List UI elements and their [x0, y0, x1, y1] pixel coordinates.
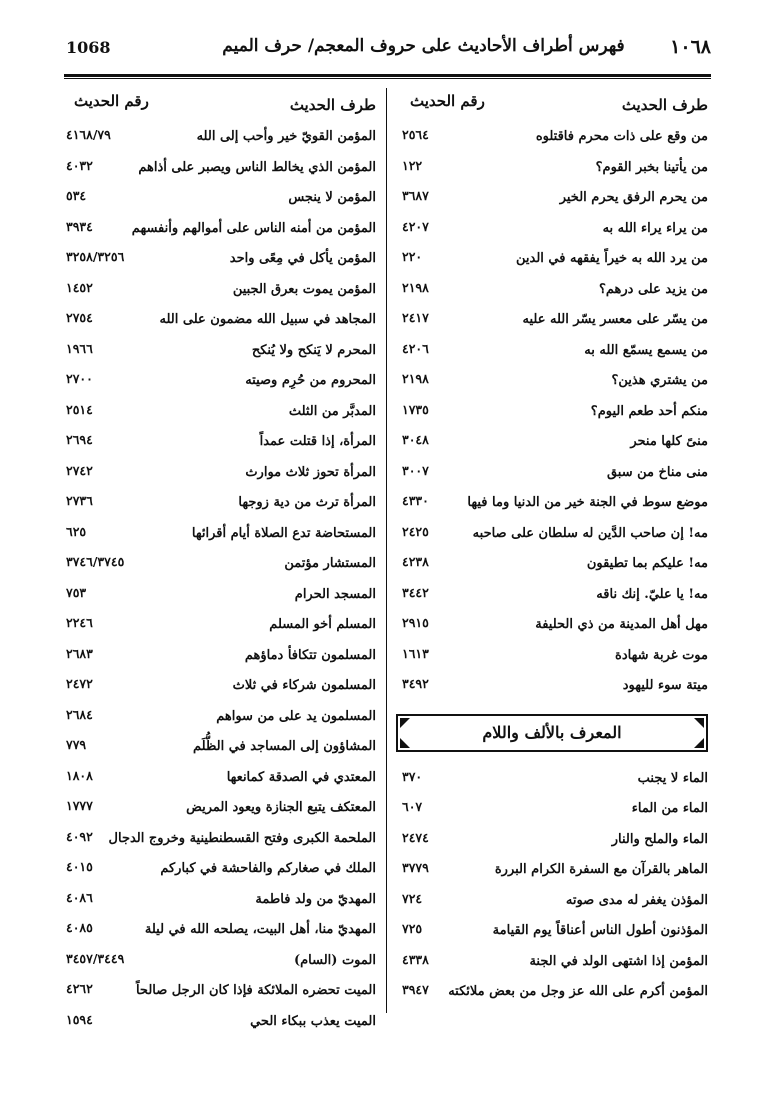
hadith-term: المؤمن يموت بعرق الجبين — [232, 281, 376, 297]
index-entry — [60, 732, 376, 763]
hadith-term: من يسمع يسمّع الله به — [584, 342, 708, 358]
index-entry — [60, 305, 376, 336]
hadith-term: مه! عليكم بما تطيقون — [586, 556, 708, 571]
hadith-term: المسلمون تتكافأ دماؤهم — [244, 647, 376, 663]
hadith-term: الملك في صغاركم والفاحشة في كباركم — [160, 861, 376, 876]
hadith-number: ٢٢٤٦ — [66, 615, 93, 630]
hadith-term: الماهر بالقرآن مع السفرة الكرام البررة — [494, 862, 708, 877]
hadith-term: المحروم من حُرِم وصيته — [245, 373, 376, 388]
hadith-number: ٤٣٣٨ — [402, 951, 429, 967]
hadith-number: ٤٢٠٧ — [402, 218, 429, 234]
index-entry — [60, 824, 376, 855]
index-entry — [60, 1007, 376, 1038]
hadith-term: من وقع على ذات محرم فاقتلوه — [535, 129, 708, 144]
hadith-number: ٢٥٦٤ — [402, 127, 429, 142]
hadith-number: ١٤٥٢ — [66, 279, 93, 295]
hadith-term: المرأة، إذا قتلت عمداً — [259, 434, 376, 449]
hadith-number: ٤٠٣٢ — [66, 157, 93, 173]
hadith-term: المؤمن يأكل في مِعًى واحد — [229, 251, 376, 266]
hadith-number: ٣٤٥٧/٣٤٤٩ — [66, 950, 125, 966]
index-entry — [60, 519, 376, 550]
index-entry — [60, 458, 376, 489]
hadith-term: ميتة سوء لليهود — [622, 678, 708, 693]
hadith-number: ١٢٢ — [402, 157, 423, 173]
hadith-number: ٢٦٨٤ — [66, 706, 93, 722]
column-header — [396, 88, 708, 122]
hadith-number: ٢٧٥٤ — [66, 310, 93, 325]
section-title: المعرف بالألف واللام — [482, 722, 622, 742]
hadith-term: الميت تحضره الملائكة فإذا كان الرجل صالحاً — [135, 983, 376, 998]
hadith-term: منكم أحد طعم اليوم؟ — [590, 403, 708, 419]
left-entries — [60, 122, 376, 1037]
hadith-number: ٥٣٤ — [66, 188, 87, 203]
hadith-term: من يرد الله به خيراً يفقهه في الدين — [516, 251, 708, 266]
index-entry — [60, 946, 376, 977]
index-entry — [396, 671, 708, 702]
hadith-number: ٢٧٤٢ — [66, 462, 93, 478]
hadith-number: ٤٠٩٢ — [66, 828, 93, 844]
section-entries — [396, 764, 708, 1008]
hadith-number: ٣٦٨٧ — [402, 188, 429, 203]
index-entry — [396, 336, 708, 367]
hadith-term: المشاؤون إلى المساجد في الظُّلَم — [192, 739, 376, 754]
index-entry — [396, 153, 708, 184]
hadith-term: موت غربة شهادة — [615, 647, 708, 663]
left-column — [60, 88, 376, 1037]
header-rule-thin — [64, 78, 711, 79]
hadith-number: ٤٠٨٦ — [66, 889, 93, 905]
page-number-latin: 1068 — [66, 38, 111, 57]
hadith-number: ٢٤٧٢ — [66, 676, 93, 691]
index-entry — [396, 580, 708, 611]
hadith-term: منىً كلها منحر — [630, 434, 708, 449]
hadith-term: المهديّ من ولد فاطمة — [255, 891, 376, 907]
index-entry — [60, 671, 376, 702]
hadith-term: المعتدي في الصدقة كمانعها — [226, 769, 376, 785]
index-entry — [396, 977, 708, 1008]
hadith-term: المسجد الحرام — [294, 586, 376, 602]
hadith-number: ٤٢٠٦ — [402, 340, 429, 356]
hadith-term: المستشار مؤتمن — [284, 556, 376, 571]
hadith-number: ٣٠٠٧ — [402, 462, 429, 478]
index-entry — [396, 641, 708, 672]
hadith-term: من يسّر على معسر يسّر الله عليه — [522, 312, 708, 327]
index-entry — [396, 549, 708, 580]
hadith-number: ٣٧٠ — [402, 768, 423, 784]
index-entry — [396, 825, 708, 856]
page-header — [66, 36, 711, 66]
index-entry — [396, 916, 708, 947]
hadith-number: ٣٩٣٤ — [66, 218, 93, 234]
hadith-number: ٣٧٤٦/٣٧٤٥ — [66, 554, 125, 569]
hadith-number: ٢٧٣٦ — [66, 493, 93, 508]
hadith-number: ٤٣٣٠ — [402, 493, 429, 508]
index-entry — [60, 854, 376, 885]
hadith-term: من يزيد على درهم؟ — [598, 281, 708, 297]
index-entry — [60, 976, 376, 1007]
index-entry — [396, 886, 708, 917]
hadith-number: ٤٢٣٨ — [402, 554, 429, 569]
hadith-term: المؤمن الذي يخالط الناس ويصبر على أذاهم — [138, 159, 376, 175]
hadith-number: ٧٧٩ — [66, 737, 87, 752]
hadith-number: ١٧٧٧ — [66, 798, 93, 813]
hadith-term: من يشتري هذين؟ — [611, 373, 708, 388]
hadith-term: المرأة ترث من دية زوجها — [238, 495, 376, 510]
hadith-number: ٧٥٣ — [66, 584, 87, 600]
hadith-number: ٤٢٦٢ — [66, 981, 93, 996]
hadith-term: من يأتينا بخبر القوم؟ — [595, 159, 708, 175]
hadith-number: ١٦١٣ — [402, 645, 429, 661]
index-entry — [60, 641, 376, 672]
index-entry — [396, 275, 708, 306]
index-entry — [60, 915, 376, 946]
index-entry — [60, 397, 376, 428]
index-entry — [396, 244, 708, 275]
index-entry — [396, 947, 708, 978]
index-entry — [60, 763, 376, 794]
hadith-term: المستحاضة تدع الصلاة أيام أقرائها — [191, 525, 376, 541]
number-heading: رقم الحديث — [410, 92, 485, 110]
hadith-term: مه! يا عليّ. إنك ناقه — [596, 586, 708, 602]
hadith-number: ٣٤٤٢ — [402, 584, 429, 600]
hadith-number: ٤٠٨٥ — [66, 920, 93, 935]
right-column — [396, 88, 708, 1008]
hadith-number: ٤٠١٥ — [66, 859, 93, 874]
hadith-number: ١٩٦٦ — [66, 340, 93, 356]
hadith-term: المهديّ منا، أهل البيت، يصلحه الله في ليلة — [144, 922, 376, 937]
index-entry — [396, 183, 708, 214]
running-title: فهرس أطراف الأحاديث على حروف المعجم/ حرف الميم — [222, 36, 625, 56]
hadith-term: مهل أهل المدينة من ذي الحليفة — [535, 617, 708, 632]
index-entry — [60, 244, 376, 275]
index-entry — [60, 702, 376, 733]
hadith-term: الميت يعذب ببكاء الحي — [250, 1013, 376, 1029]
index-entry — [60, 488, 376, 519]
hadith-number: ٣٢٥٨/٣٢٥٦ — [66, 249, 125, 264]
index-entry — [60, 610, 376, 641]
hadith-term: المسلم أخو المسلم — [269, 617, 376, 632]
header-rule-thick — [64, 74, 711, 77]
index-entry — [60, 122, 376, 153]
hadith-number: ٣٩٤٧ — [402, 982, 429, 997]
index-entry — [396, 366, 708, 397]
index-entry — [60, 366, 376, 397]
hadith-term: المرأة تحوز ثلاث موارث — [245, 464, 376, 480]
hadith-number: ٢٤١٧ — [402, 310, 429, 325]
column-divider — [386, 88, 387, 1013]
page-number-arabic: ١٠٦٨ — [670, 36, 711, 58]
index-entry — [396, 488, 708, 519]
hadith-term: المسلمون شركاء في ثلاث — [232, 678, 376, 693]
index-entry — [396, 214, 708, 245]
hadith-term: المدبَّر من الثلث — [288, 403, 376, 419]
hadith-term: مه! إن صاحب الدَّين له سلطان على صاحبه — [472, 525, 708, 541]
term-heading: طرف الحديث — [289, 96, 376, 114]
hadith-term: المسلمون يد على من سواهم — [216, 708, 376, 724]
index-entry — [396, 397, 708, 428]
index-entry — [60, 549, 376, 580]
hadith-term: المؤذنون أطول الناس أعناقاً يوم القيامة — [492, 923, 708, 938]
hadith-term: من يراء يراء الله به — [602, 220, 708, 236]
hadith-number: ٢١٩٨ — [402, 279, 429, 295]
hadith-term: من يحرم الرفق يحرم الخير — [559, 190, 708, 205]
index-entry — [396, 794, 708, 825]
index-entry — [396, 305, 708, 336]
index-entry — [396, 122, 708, 153]
index-entry — [60, 275, 376, 306]
index-entry — [396, 458, 708, 489]
right-entries — [396, 122, 708, 702]
hadith-number: ٢٧٠٠ — [66, 371, 93, 386]
hadith-term: منى مناخ من سبق — [606, 464, 708, 480]
hadith-term: المجاهد في سبيل الله مضمون على الله — [159, 312, 376, 327]
hadith-term: الماء والملح والنار — [611, 831, 708, 847]
hadith-number: ٦٢٥ — [66, 523, 87, 539]
hadith-number: ٢٤٢٥ — [402, 523, 429, 539]
hadith-term: المعتكف يتبع الجنازة ويعود المريض — [186, 800, 376, 815]
index-entry — [60, 214, 376, 245]
hadith-term: الموت (السام) — [293, 952, 376, 968]
hadith-number: ٧٢٥ — [402, 921, 423, 936]
index-entry — [396, 427, 708, 458]
hadith-term: الماء من الماء — [631, 801, 708, 816]
column-header — [60, 88, 376, 122]
hadith-number: ٢٤٧٤ — [402, 829, 429, 845]
hadith-term: المؤمن لا ينجس — [288, 190, 376, 205]
hadith-term: المؤمن القويّ خير وأحب إلى الله — [196, 129, 376, 144]
hadith-number: ١٧٣٥ — [402, 401, 429, 417]
section-heading-box — [396, 714, 708, 752]
hadith-number: ٧٢٤ — [402, 890, 423, 906]
index-entry — [60, 885, 376, 916]
term-heading: طرف الحديث — [621, 96, 708, 114]
hadith-number: ٢٩١٥ — [402, 615, 429, 630]
hadith-number: ٣٤٩٢ — [402, 676, 429, 691]
index-entry — [396, 855, 708, 886]
hadith-term: المؤمن إذا اشتهى الولد في الجنة — [529, 953, 708, 969]
index-entry — [60, 427, 376, 458]
hadith-number: ٢٦٩٤ — [66, 432, 93, 447]
hadith-term: المؤمن أكرم على الله عز وجل من بعض ملائكته — [448, 984, 708, 999]
index-entry — [60, 183, 376, 214]
hadith-term: الماء لا يجنب — [637, 770, 708, 786]
index-entry — [60, 336, 376, 367]
hadith-number: ٢٢٠ — [402, 249, 423, 264]
hadith-term: الملحمة الكبرى وفتح القسطنطينية وخروج الدجال — [108, 830, 376, 846]
index-entry — [60, 580, 376, 611]
hadith-number: ٢٦٨٣ — [66, 645, 93, 661]
hadith-number: ٢٥١٤ — [66, 401, 93, 417]
hadith-number: ٤١٦٨/٧٩ — [66, 127, 111, 142]
hadith-term: المؤمن من أمنه الناس على أموالهم وأنفسهم — [131, 220, 376, 236]
hadith-number: ١٥٩٤ — [66, 1011, 93, 1027]
index-entry — [396, 519, 708, 550]
hadith-number: ١٨٠٨ — [66, 767, 93, 783]
hadith-number: ٦٠٧ — [402, 799, 423, 814]
hadith-term: المؤذن يغفر له مدى صوته — [565, 892, 708, 908]
hadith-term: موضع سوط في الجنة خير من الدنيا وما فيها — [467, 495, 708, 510]
hadith-term: المحرم لا يَنكح ولا يُنكح — [251, 342, 376, 358]
hadith-number: ٣٠٤٨ — [402, 432, 429, 447]
index-entry — [396, 610, 708, 641]
hadith-number: ٢١٩٨ — [402, 371, 429, 386]
number-heading: رقم الحديث — [74, 92, 149, 110]
hadith-number: ٣٧٧٩ — [402, 860, 429, 875]
index-entry — [396, 764, 708, 795]
index-entry — [60, 153, 376, 184]
index-entry — [60, 793, 376, 824]
